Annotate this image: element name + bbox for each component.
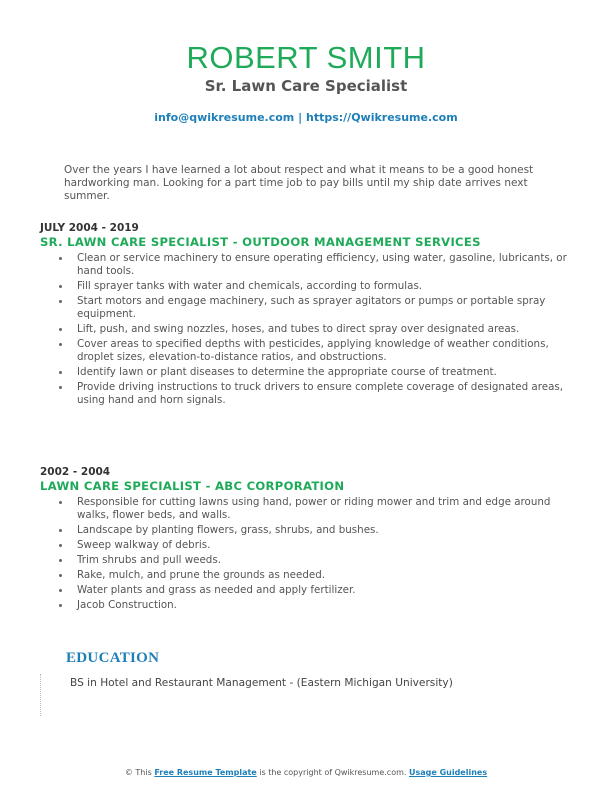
candidate-name: ROBERT SMITH: [186, 40, 426, 75]
bullet-item: Rake, mulch, and prune the grounds as needed.: [75, 569, 580, 582]
candidate-title: Sr. Lawn Care Specialist: [204, 77, 408, 95]
bullet-item: Lift, push, and swing nozzles, hoses, and tubes to direct spray over designated areas.: [75, 323, 580, 336]
bullet-item: Identify lawn or plant diseases to determine the appropriate course of treatment.: [75, 366, 580, 379]
footer-prefix: © This: [124, 768, 152, 777]
experience-position: LAWN CARE SPECIALIST - ABC CORPORATION: [40, 479, 345, 493]
experience-position: SR. LAWN CARE SPECIALIST - OUTDOOR MANAGEMENT SERVICES: [40, 235, 481, 249]
experience-dates: 2002 - 2004: [40, 466, 111, 478]
footer: [0, 768, 612, 777]
bullet-item: Trim shrubs and pull weeds.: [75, 554, 580, 567]
bullet-item: Sweep walkway of debris.: [75, 539, 580, 552]
website-link[interactable]: https://Qwikresume.com: [305, 111, 458, 124]
bullet-item: Landscape by planting flowers, grass, shrubs, and bushes.: [75, 524, 580, 537]
experience-entry-1: [40, 221, 580, 409]
bullet-item: Responsible for cutting lawns using hand, power or riding mower and trim and edge around walks, flower beds, and walls.: [75, 496, 580, 522]
email-link[interactable]: info@qwikresume.com: [154, 111, 295, 124]
bullet-item: Cover areas to specified depths with pesticides, applying knowledge of weather conditions, droplet sizes, elevation-to-distance ratios, and obstructions.: [75, 338, 580, 364]
contact-line: [0, 111, 612, 124]
bullet-item: Water plants and grass as needed and apply fertilizer.: [75, 584, 580, 597]
experience-entry-2: [40, 465, 580, 614]
bullet-item: Jacob Construction.: [75, 599, 580, 612]
bullet-item: Provide driving instructions to truck drivers to ensure complete coverage of designated areas, using hand and horn signals.: [75, 381, 580, 407]
summary-paragraph: Over the years I have learned a lot about respect and what it means to be a good honest hardworking man. Looking for a part time job to pay bills until my ship date arrives next summer.: [64, 164, 534, 202]
bullet-item: Clean or service machinery to ensure operating efficiency, using water, gasoline, lubricants, or hand tools.: [75, 252, 580, 278]
footer-copyright-text: is the copyright of Qwikresume.com.: [259, 768, 407, 777]
usage-guidelines-link[interactable]: Usage Guidelines: [408, 768, 488, 777]
free-resume-template-link[interactable]: Free Resume Template: [154, 768, 257, 777]
experience-bullets: [40, 252, 580, 407]
experience-bullets: [40, 496, 580, 612]
bullet-item: Fill sprayer tanks with water and chemicals, according to formulas.: [75, 280, 580, 293]
bullet-item: Start motors and engage machinery, such as sprayer agitators or pumps or portable spray equipment.: [75, 295, 580, 321]
contact-separator: |: [298, 111, 303, 124]
education-divider: [40, 674, 41, 716]
experience-dates: JULY 2004 - 2019: [40, 222, 139, 234]
education-item: BS in Hotel and Restaurant Management - (Eastern Michigan University): [70, 677, 453, 689]
education-heading: EDUCATION: [66, 650, 160, 666]
